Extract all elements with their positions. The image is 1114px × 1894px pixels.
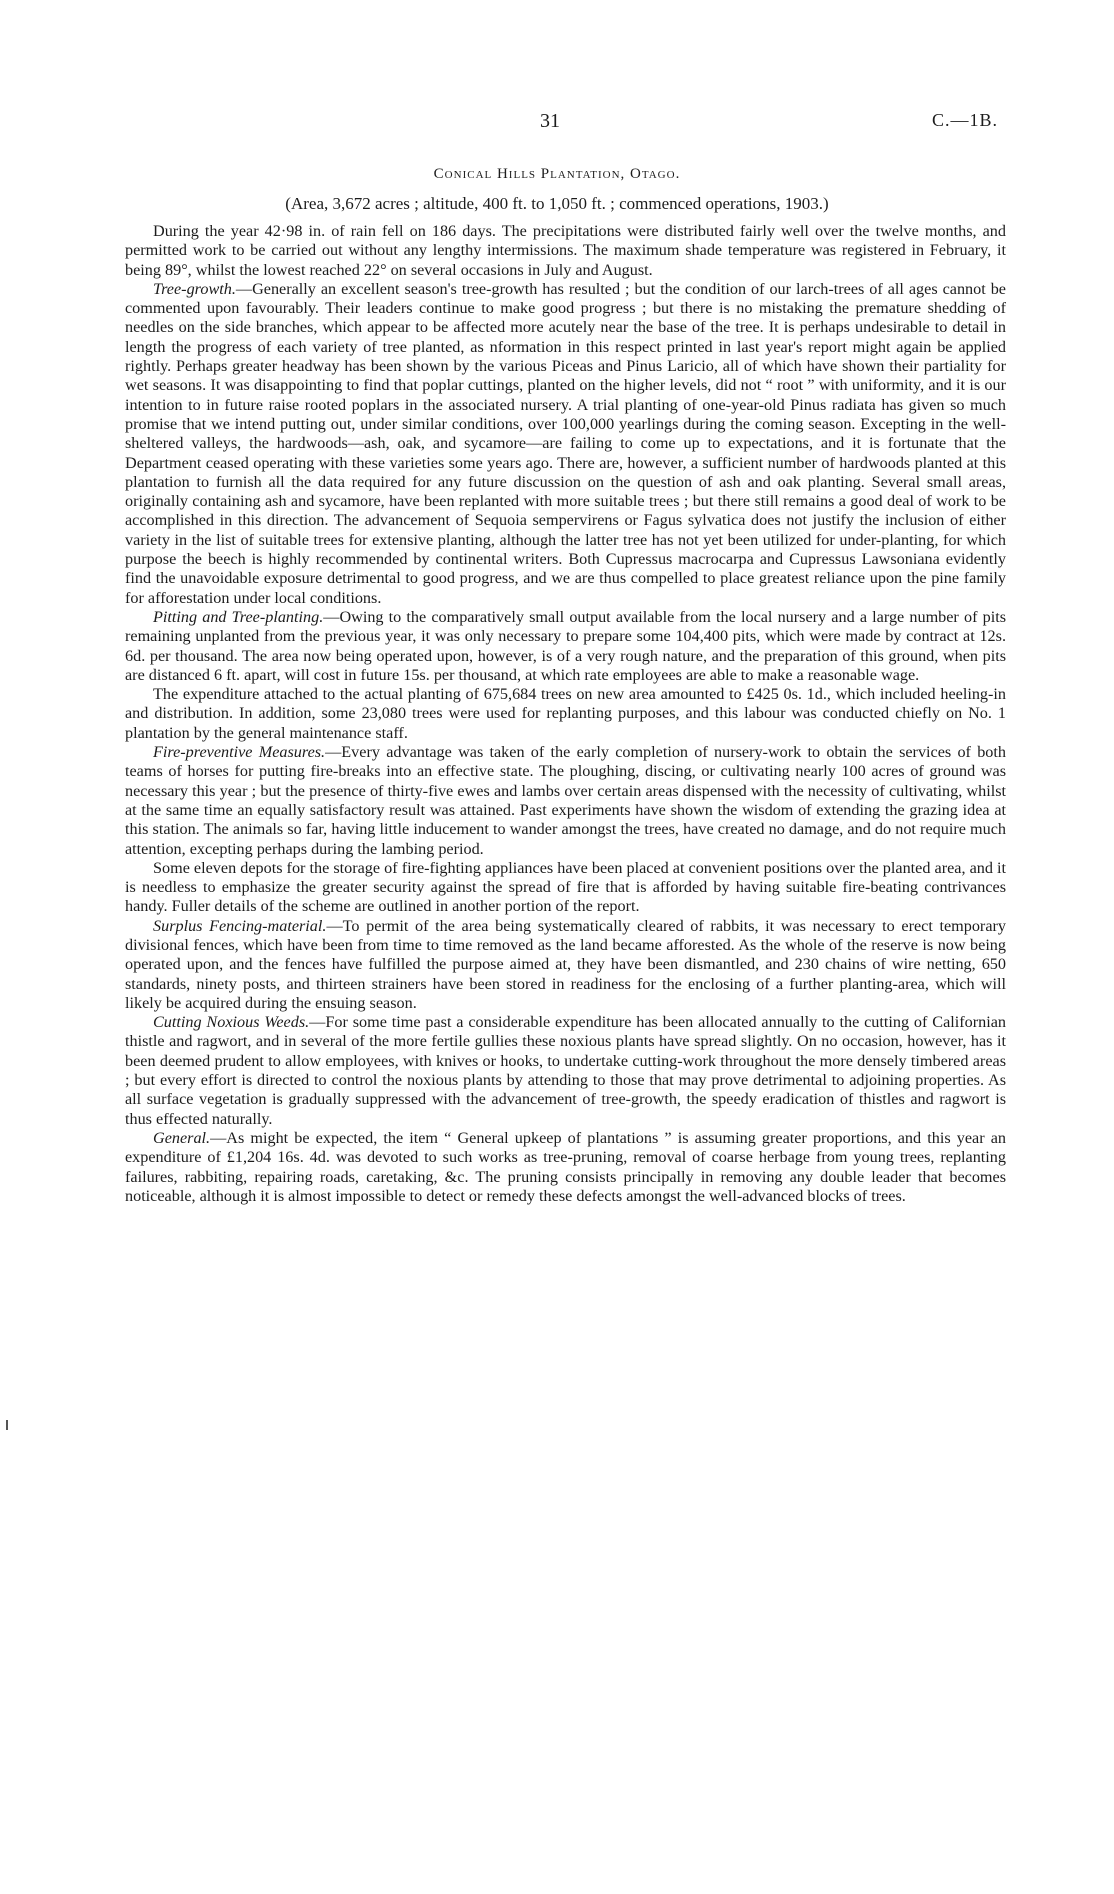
paragraph-heading: Surplus Fencing-material. — [153, 916, 327, 935]
paragraph-text: —For some time past a considerable expenditure has been allocated annually to the cutting of Californian thistle and ragwort, and in several of the more fertile gullies these noxious plants have spread slightly. On no occasion, however, has it been deemed prudent to allow employees, with knives or hooks, to undertake cutting-work throughout the more densely timbered areas ; but every effort is directed to control the noxious plants by attending to those that may prove detrimental to adjoining properties. As all surface vegetation is gradually suppressed with the advancement of tree-growth, the speedy eradication of thistles and ragwort is thus effected naturally. — [125, 1013, 1006, 1128]
paragraph-text: —Owing to the comparatively small output available from the local nursery and a large number of pits remaining unplanted from the previous year, it was only necessary to prepare some 104,400 pits, which were made by contract at 12s. 6d. per thousand. The area now being operated upon, however, is of a very rough nature, and the preparation of this ground, when pits are distanced 6 ft. apart, will cost in future 15s. per thousand, at which rate employees are able to make a reasonable wage. — [125, 607, 1007, 684]
paragraph-text: —To permit of the area being systematically cleared of rabbits, it was necessary to erect temporary divisional fences, which have been from time to time removed as the land became afforested. As the whole of the reserve is now being operated upon, and the fences have fulfilled the purpose aimed at, they have been dismantled, and 230 chains of wire netting, 650 standards, ninety posts, and thirteen strainers have been stored in readiness for the enclosing of a further planting-area, which will likely be acquired during the ensuing season. — [125, 916, 1006, 1012]
paragraph-text: —Every advantage was taken of the early completion of nursery-work to obtain the services of both teams of horses for putting fire-breaks into an effective state. The ploughing, discing, or cultivating nearly 100 acres of ground was necessary this year ; but the presence of thirty-five ewes and lambs over certain areas dispensed with the necessity of cultivating, whilst at the same time an equally satisfactory result was attained. Past experiments have shown the wisdom of extending the grazing idea at this station. The animals so far, having little inducement to wander amongst the trees, have created no damage, and do not require much attention, excepting perhaps during the lambing period. — [125, 743, 1006, 858]
section-title: Conical Hills Plantation, Otago. — [433, 166, 681, 182]
paragraph — [125, 608, 1006, 685]
paragraph-text: —Generally an excellent season's tree-growth has resulted ; but the condition of our larch-trees of all ages cannot be commented upon favourably. Their leaders continue to make good progress ; but there is no mistaking the premature shedding of needles on the side branches, which appear to be affected more acutely near the base of the tree. It is perhaps undesirable to detail in length the progress of each variety of tree planted, as nformation in this respect printed in last year's report might again be applied rightly. Perhaps greater headway has been shown by the various Piceas and Pinus Laricio, all of which have shown their partiality for wet seasons. It was disappointing to find that poplar cuttings, planted on the higher levels, did not “ root ” with uniformity, and it is our intention to in future raise rooted poplars in the associated nursery. A trial planting of one-year-old Pinus radiata has given so much promise that we intend putting out, under similar conditions, over 100,000 yearlings during the coming season. Excepting in the well-sheltered valleys, the hardwoods—ash, oak, and sycamore—are failing to come up to expectations, and it is fortunate that the Department ceased operating with these varieties some years ago. There are, however, a sufficient number of hardwoods planted at this plantation to furnish all the data required for any future discussion on the question of ash and oak planting. Several small areas, originally containing ash and sycamore, have been replanted with more suitable trees ; but there still remains a good deal of work to be accomplished in this direction. The advancement of Sequoia sempervirens or Fagus sylvatica does not justify the inclusion of either variety in the list of suitable trees for extensive planting, although the latter tree has not yet been utilized for under-planting, for which purpose the beech is highly recommended by continental writers. Both Cupressus macrocarpa and Cupressus Lawsoniana evidently find the unavoidable exposure detrimental to good progress, and we are thus compelled to place greatest reliance upon the pine family for afforestation under local conditions. — [125, 279, 1006, 607]
paragraph-text: —As might be expected, the item “ General upkeep of plantations ” is assuming greater proportions, and this year an expenditure of £1,204 16s. 4d. was devoted to such works as tree-pruning, removal of coarse herbage from young trees, replanting failures, rabbiting, repairing roads, caretaking, &c. The pruning consists principally in removing any double leader that becomes noticeable, although it is almost impossible to detect or remedy these defects amongst the well-advanced blocks of trees. — [125, 1128, 1006, 1205]
page-number: 31 — [540, 110, 560, 132]
paragraph-heading: Tree-growth. — [153, 279, 236, 298]
page-header — [0, 110, 1114, 140]
paragraph-heading: Pitting and Tree-planting. — [153, 607, 324, 626]
paragraph — [125, 917, 1006, 1013]
paragraph — [125, 743, 1006, 859]
series-code: C.—1B. — [931, 110, 998, 130]
paragraph — [125, 685, 1006, 743]
paragraph — [125, 859, 1006, 917]
paragraph-heading: Cutting Noxious Weeds. — [153, 1013, 310, 1032]
paragraph-text: The expenditure attached to the actual planting of 675,684 trees on new area amounted to £425 0s. 1d., which included heeling-in and distribution. In addition, some 23,080 trees were used for replanting purposes, and this labour was conducted chiefly on No. 1 plantation by the general maintenance staff. — [125, 685, 1006, 742]
paragraph — [125, 1013, 1006, 1129]
paragraph-heading: General. — [153, 1128, 211, 1147]
paragraph-text: Some eleven depots for the storage of fire-fighting appliances have been placed at convenient positions over the planted area, and it is needless to emphasize the greater security against the spread of fire that is afforded by having suitable fire-beating contrivances handy. Fuller details of the scheme are outlined in another portion of the report. — [125, 858, 1006, 916]
paragraph — [125, 280, 1006, 608]
body-text — [125, 222, 1006, 1206]
paragraph-text: During the year 42·98 in. of rain fell on 186 days. The precipitations were distributed fairly well over the twelve months, and permitted work to be carried out without any lengthy intermissions. The maximum shade temperature was registered in February, it being 89°, whilst the lowest reached 22° on several occasions in July and August. — [125, 222, 1006, 279]
paragraph — [125, 222, 1006, 280]
section-subtitle: (Area, 3,672 acres ; altitude, 400 ft. to 1,050 ft. ; commenced operations, 1903.) — [285, 194, 829, 213]
paragraph-heading: Fire-preventive Measures. — [153, 743, 326, 762]
paragraph — [125, 1129, 1006, 1206]
scan-mark — [6, 1420, 8, 1430]
